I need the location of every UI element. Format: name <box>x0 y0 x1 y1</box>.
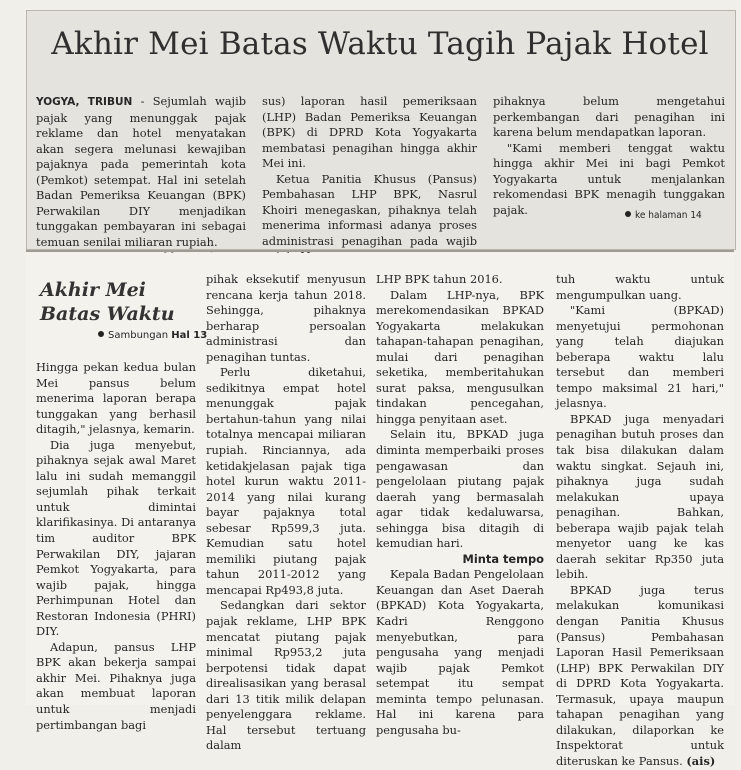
bottom-column-3 <box>376 272 544 738</box>
bullet-icon <box>98 331 104 337</box>
byline: (ais) <box>686 753 716 768</box>
top-col2-para-2: Ketua Panitia Khusus (Pansus) Pembahasan LHP BPK, Nasrul Khoiri menegaskan, pihaknya telah menerima informasi adanya proses administrasi penagihan pada wajib <box>262 171 477 248</box>
bottom-col4-para-3: BPKAD juga menyadari penagihan butuh proses dan tak bisa dilakukan dalam waktu singkat. Sejauh ini, pihaknya juga sudah melakukan upaya penagihan. Bahkan, beberapa wajib pajak telah menyetor uang ke kas daerah sekitar Rp350 juta lebih. <box>556 411 724 582</box>
bottom-col3-para-2: Dalam LHP-nya, BPK merekomendasikan BPKAD Yogyakarta melakukan tahapan-tahapan penagihan, mulai dari penagihan seketika, memberitahukan surat paksa, mengusulkan tindakan pencegahan, hingga penyitaan aset. <box>376 287 544 426</box>
top-column-3 <box>493 94 725 218</box>
bullet-icon <box>625 211 631 217</box>
bottom-column-2 <box>206 272 366 754</box>
bottom-col4-para-4: BPKAD juga terus melakukan komunikasi dengan Panitia Khusus (Pansus) Pembahasan Laporan Hasil Pemeriksaan (LHP) BPK Perwakilan DIY di DPRD Kota Yogyakarta. Termasuk, upaya maupun tahapan penagihan yang dilakukan, dilaporkan ke Inspektorat untuk diteruskan ke Pansus. (ais) <box>556 582 724 768</box>
bottom-col2-para-3: Sedangkan dari sektor pajak reklame, LHP BPK mencatat piutang pajak minimal Rp953,2 juta berpotensi tidak dapat direalisasikan yang berasal dari 13 titik milik delapan penyelenggara reklame. Hal tersebut tertuang dalam <box>206 598 366 753</box>
bottom-col4-para-1: tuh waktu untuk mengumpulkan uang. <box>556 272 724 302</box>
bottom-col1-para-2: Dia juga menyebut, pihaknya sejak awal Maret lalu ini sudah memanggil sejumlah pihak terkait untuk dimintai klarifikasinya. Di antaranya tim auditor BPK Perwakilan DIY, jajaran Pemkot Yogyakarta, para wajib pajak, hingga Perhimpunan Hotel dan Restoran Indonesia (PHRI) DIY. <box>36 437 196 639</box>
top-col1-para-1: YOGYA, TRIBUN - Sejumlah wajib pajak yang menunggak pajak reklame dan hotel menyatakan akan segera melunasi kewajiban pajaknya pada pemerintah kota (Pemkot) setempat. Hal ini setelah Badan Pemeriksa Keuangan (BPK) Perwakilan DIY menjadikan tunggakan pembayaran ini sebagai temuan senilai miliaran rupiah. <box>36 94 247 249</box>
bottom-col1-para-3: Adapun, pansus LHP BPK akan bekerja sampai akhir Mei. Pihaknya juga akan membuat laporan untuk menjadi pertimbangan bagi <box>36 639 196 732</box>
bottom-col2-para-1: pihak eksekutif menyusun rencana kerja tahun 2018. Sehingga, pihaknya berharap persoalan administrasi dan penagihan tuntas. <box>206 272 366 364</box>
bottom-col2-para-2: Perlu diketahui, sedikitnya empat hotel menunggak pajak bertahun-tahun yang nilai totalnya mencapai miliaran rupiah. Rinciannya, ada ketidakjelasan pajak tiga hotel kurun waktu 2011-2014 yang nilai kurang bayar pajaknya total sebesar Rp599,3 juta. Kemudian satu hotel memiliki piutang pajak tahun 2011-2012 yang mencapai Rp493,8 juta. <box>206 365 366 597</box>
bottom-col4-para-2: "Kami (BPKAD) menyetujui permohonan yang telah diajukan beberapa waktu lalu tersebut dan memberi tempo maksimal 21 hari," jelasnya. <box>556 303 724 411</box>
top-col2-para-1: sus) laporan hasil pemeriksaan (LHP) Badan Pemeriksa Keuangan (BPK) di DPRD Kota Yogyakarta membatasi penagihan hingga akhir Mei ini. <box>262 94 477 171</box>
bottom-col1-para-1: Hingga pekan kedua bulan Mei pansus belum menerima laporan berapa tunggakan yang berhasil ditagih," jelasnya, kemarin. <box>36 360 196 437</box>
headline: Akhir Mei Batas Waktu Tagih Pajak Hotel <box>51 26 709 62</box>
minta-tempo-subhead: Minta tempo <box>462 551 544 566</box>
top-column-1 <box>36 94 246 266</box>
section-divider <box>26 250 734 252</box>
top-col3-para-2: "Kami memberi tenggat waktu hingga akhir Mei ini bagi Pemkot Yogyakarta untuk menjalankan rekomendasi BPK menagih tunggakan pajak. <box>493 140 725 217</box>
dateline: YOGYA, TRIBUN <box>36 96 133 108</box>
top-col3-para-1: pihaknya belum mengetahui perkembangan dari penagihan ini karena belum mendapatkan laporan. <box>493 94 725 140</box>
bottom-col3-para-3: Selain itu, BPKAD juga diminta memperbaiki proses pengawasan dan pengelolaan piutang pajak daerah yang bermasalah agar tidak kedaluwarsa, sehingga bisa ditagih di kemudian hari. <box>376 427 544 551</box>
bottom-column-4 <box>556 272 724 770</box>
continuation-subhead: Akhir Mei Batas Waktu <box>40 279 175 325</box>
bottom-column-1 <box>36 360 196 733</box>
bottom-col3-para-4: Kepala Badan Pengelolaan Keuangan dan Aset Daerah (BPKAD) Kota Yogyakarta, Kadri Renggono menyebutkan, para pengusaha yang menjadi wajib pajak Pemkot setempat itu sempat meminta tempo pelunasan. Hal ini karena para pengusaha bu- <box>376 567 544 737</box>
bottom-col3-para-1: LHP BPK tahun 2016. <box>376 272 503 286</box>
continued-jump: ke halaman 14 <box>625 210 702 221</box>
top-column-2 <box>262 94 477 265</box>
sambungan-label: Sambungan Hal 13 <box>98 330 207 341</box>
